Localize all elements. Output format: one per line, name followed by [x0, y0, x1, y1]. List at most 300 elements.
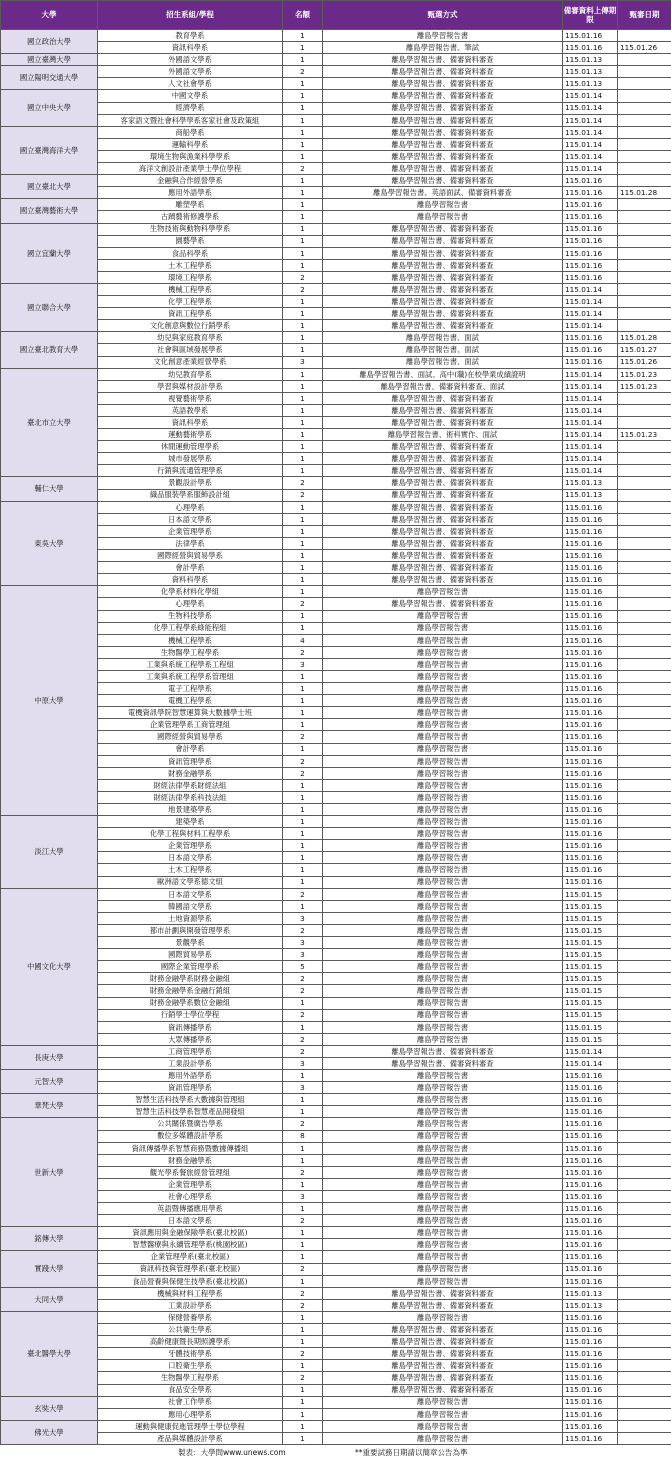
quota-cell: 1	[283, 1154, 323, 1166]
university-cell: 佛光大學	[1, 1420, 98, 1444]
program-cell: 外國語文學系	[98, 66, 283, 78]
upload-deadline-cell: 115.01.16	[563, 1251, 618, 1263]
quota-cell: 3	[283, 1057, 323, 1069]
review-date-cell	[618, 211, 671, 223]
review-date-cell: 115.01.28	[618, 187, 671, 199]
upload-deadline-cell: 115.01.13	[563, 489, 618, 501]
table-row	[1, 344, 671, 356]
program-cell: 機械與材料工程學系	[98, 1287, 283, 1299]
quota-cell: 1	[283, 864, 323, 876]
method-cell: 離島學習報告書	[323, 670, 563, 682]
quota-cell: 1	[283, 296, 323, 308]
review-date-cell	[618, 537, 671, 549]
review-date-cell	[618, 513, 671, 525]
quota-cell: 1	[283, 90, 323, 102]
program-cell: 資訊傳播學系	[98, 1021, 283, 1033]
table-row	[1, 1372, 671, 1384]
review-date-cell	[618, 1142, 671, 1154]
method-cell: 離島學習報告書	[323, 1009, 563, 1021]
table-row	[1, 1106, 671, 1118]
method-cell: 離島學習報告書、備審資料審查	[323, 537, 563, 549]
quota-cell: 1	[283, 223, 323, 235]
upload-deadline-cell: 115.01.16	[563, 840, 618, 852]
upload-deadline-cell: 115.01.16	[563, 537, 618, 549]
upload-deadline-cell: 115.01.16	[563, 1408, 618, 1420]
upload-deadline-cell: 115.01.16	[563, 562, 618, 574]
quota-cell: 1	[283, 429, 323, 441]
program-cell: 公共衛生學系	[98, 1324, 283, 1336]
program-cell: 數位多媒體設計學系	[98, 1130, 283, 1142]
table-row	[1, 1215, 671, 1227]
program-cell: 雕塑學系	[98, 199, 283, 211]
review-date-cell	[618, 743, 671, 755]
upload-deadline-cell: 115.01.14	[563, 283, 618, 295]
method-cell: 離島學習報告書	[323, 586, 563, 598]
program-cell: 文化創意與數位行銷學系	[98, 320, 283, 332]
quota-cell: 2	[283, 924, 323, 936]
university-cell: 國立臺灣海洋大學	[1, 126, 98, 174]
quota-cell: 1	[283, 332, 323, 344]
review-date-cell	[618, 404, 671, 416]
program-cell: 國際經營與貿易學系	[98, 550, 283, 562]
program-cell: 資訊科學系	[98, 42, 283, 54]
quota-cell: 1	[283, 392, 323, 404]
university-cell: 淡江大學	[1, 816, 98, 889]
program-cell: 工業設計學系	[98, 1299, 283, 1311]
upload-deadline-cell: 115.01.15	[563, 1033, 618, 1045]
method-cell: 離島學習報告書	[323, 731, 563, 743]
method-cell: 離島學習報告書	[323, 1215, 563, 1227]
program-cell: 保健營養學系	[98, 1311, 283, 1323]
quota-cell: 2	[283, 1299, 323, 1311]
method-cell: 離島學習報告書	[323, 683, 563, 695]
upload-deadline-cell: 115.01.14	[563, 417, 618, 429]
upload-deadline-cell: 115.01.16	[563, 187, 618, 199]
method-cell: 離島學習報告書、備審資料審查	[323, 102, 563, 114]
university-cell: 實踐大學	[1, 1251, 98, 1287]
table-row	[1, 465, 671, 477]
review-date-cell	[618, 1082, 671, 1094]
table-row	[1, 562, 671, 574]
quota-cell: 1	[283, 247, 323, 259]
method-cell: 離島學習報告書、備審資料審查	[323, 1384, 563, 1396]
table-row	[1, 888, 671, 900]
table-row	[1, 477, 671, 489]
review-date-cell	[618, 985, 671, 997]
upload-deadline-cell: 115.01.16	[563, 356, 618, 368]
review-date-cell	[618, 1130, 671, 1142]
method-cell: 離島學習報告書、英語面試、備審資料審查	[323, 187, 563, 199]
header-university: 大學	[1, 1, 98, 30]
review-date-cell	[618, 235, 671, 247]
university-cell: 國立臺灣大學	[1, 54, 98, 66]
table-row	[1, 1420, 671, 1432]
table-row	[1, 537, 671, 549]
table-row	[1, 441, 671, 453]
table-row	[1, 1275, 671, 1287]
method-cell: 離島學習報告書	[323, 30, 563, 42]
quota-cell: 1	[283, 126, 323, 138]
table-row	[1, 997, 671, 1009]
review-date-cell	[618, 1191, 671, 1203]
method-cell: 離島學習報告書	[323, 755, 563, 767]
review-date-cell: 115.01.26	[618, 356, 671, 368]
quota-cell: 1	[283, 1396, 323, 1408]
review-date-cell	[618, 259, 671, 271]
table-row	[1, 610, 671, 622]
table-row	[1, 1396, 671, 1408]
university-cell: 國立陽明交通大學	[1, 66, 98, 90]
upload-deadline-cell: 115.01.13	[563, 477, 618, 489]
program-cell: 財經法律學系科技法組	[98, 791, 283, 803]
method-cell: 離島學習報告書、備審資料審查	[323, 1360, 563, 1372]
review-date-cell	[618, 1045, 671, 1057]
quota-cell: 1	[283, 719, 323, 731]
quota-cell: 1	[283, 453, 323, 465]
program-cell: 財務金融學系金融行銷組	[98, 985, 283, 997]
method-cell: 離島學習報告書	[323, 1082, 563, 1094]
quota-cell: 8	[283, 1130, 323, 1142]
upload-deadline-cell: 115.01.16	[563, 670, 618, 682]
table-row	[1, 961, 671, 973]
program-cell: 觀光學系餐旅經營管理組	[98, 1166, 283, 1178]
upload-deadline-cell: 115.01.16	[563, 1396, 618, 1408]
review-date-cell	[618, 779, 671, 791]
table-row	[1, 1154, 671, 1166]
quota-cell: 1	[283, 876, 323, 888]
program-cell: 財務金融學系	[98, 767, 283, 779]
review-date-cell	[618, 150, 671, 162]
upload-deadline-cell: 115.01.15	[563, 924, 618, 936]
upload-deadline-cell: 115.01.15	[563, 961, 618, 973]
upload-deadline-cell: 115.01.14	[563, 380, 618, 392]
review-date-cell	[618, 755, 671, 767]
quota-cell: 1	[283, 828, 323, 840]
table-row	[1, 1130, 671, 1142]
table-row	[1, 1057, 671, 1069]
review-date-cell	[618, 924, 671, 936]
table-row	[1, 1021, 671, 1033]
table-row	[1, 658, 671, 670]
upload-deadline-cell: 115.01.16	[563, 1178, 618, 1190]
quota-cell: 1	[283, 441, 323, 453]
table-row	[1, 489, 671, 501]
method-cell: 離島學習報告書	[323, 1311, 563, 1323]
review-date-cell	[618, 1215, 671, 1227]
method-cell: 離島學習報告書	[323, 743, 563, 755]
upload-deadline-cell: 115.01.16	[563, 1227, 618, 1239]
method-cell: 離島學習報告書	[323, 1203, 563, 1215]
program-cell: 環境生物與漁業科學學系	[98, 150, 283, 162]
footer-source: 製表：大學問www.unews.com	[178, 1447, 286, 1458]
table-row	[1, 876, 671, 888]
review-date-cell: 115.01.23	[618, 380, 671, 392]
review-date-cell	[618, 804, 671, 816]
quota-cell: 1	[283, 235, 323, 247]
table-row	[1, 719, 671, 731]
table-row	[1, 1009, 671, 1021]
table-row	[1, 695, 671, 707]
review-date-cell	[618, 1372, 671, 1384]
method-cell: 離島學習報告書	[323, 767, 563, 779]
table-row	[1, 1251, 671, 1263]
method-cell: 離島學習報告書、備審資料審查	[323, 550, 563, 562]
table-row	[1, 525, 671, 537]
program-cell: 高齡健康暨長期照護學系	[98, 1336, 283, 1348]
program-cell: 中國文學系	[98, 90, 283, 102]
review-date-cell	[618, 1154, 671, 1166]
method-cell: 離島學習報告書、面試	[323, 356, 563, 368]
upload-deadline-cell: 115.01.14	[563, 138, 618, 150]
upload-deadline-cell: 115.01.16	[563, 804, 618, 816]
program-cell: 資訊管理學系	[98, 1082, 283, 1094]
university-cell: 輔仁大學	[1, 477, 98, 501]
method-cell: 離島學習報告書	[323, 211, 563, 223]
method-cell: 離島學習報告書	[323, 1142, 563, 1154]
program-cell: 工業設計學系	[98, 1057, 283, 1069]
method-cell: 離島學習報告書、備審資料審查	[323, 392, 563, 404]
table-row	[1, 1263, 671, 1275]
review-date-cell	[618, 1336, 671, 1348]
method-cell: 離島學習報告書、備審資料審查	[323, 1336, 563, 1348]
upload-deadline-cell: 115.01.15	[563, 973, 618, 985]
program-cell: 國際貿易學系	[98, 949, 283, 961]
table-row	[1, 356, 671, 368]
upload-deadline-cell: 115.01.14	[563, 453, 618, 465]
program-cell: 韓國語文學系	[98, 900, 283, 912]
upload-deadline-cell: 115.01.16	[563, 1239, 618, 1251]
program-cell: 資料科學系	[98, 574, 283, 586]
review-date-cell	[618, 163, 671, 175]
method-cell: 離島學習報告書、備審資料審查	[323, 417, 563, 429]
method-cell: 離島學習報告書、備審資料審查	[323, 489, 563, 501]
review-date-cell	[618, 54, 671, 66]
quota-cell: 3	[283, 356, 323, 368]
upload-deadline-cell: 115.01.16	[563, 779, 618, 791]
review-date-cell	[618, 1420, 671, 1432]
review-date-cell	[618, 477, 671, 489]
program-cell: 歐洲語文學系德文組	[98, 876, 283, 888]
quota-cell: 2	[283, 489, 323, 501]
quota-cell: 1	[283, 78, 323, 90]
program-cell: 景觀學系	[98, 937, 283, 949]
program-cell: 資訊科學系	[98, 417, 283, 429]
quota-cell: 2	[283, 888, 323, 900]
table-row	[1, 259, 671, 271]
review-date-cell	[618, 610, 671, 622]
table-row	[1, 1384, 671, 1396]
method-cell: 離島學習報告書	[323, 900, 563, 912]
university-cell: 世新大學	[1, 1118, 98, 1227]
program-cell: 財經法律學系財經法組	[98, 779, 283, 791]
review-date-cell	[618, 1239, 671, 1251]
method-cell: 離島學習報告書	[323, 828, 563, 840]
upload-deadline-cell: 115.01.15	[563, 888, 618, 900]
method-cell: 離島學習報告書、備審資料審查	[323, 175, 563, 187]
review-date-cell	[618, 489, 671, 501]
quota-cell: 3	[283, 949, 323, 961]
method-cell: 離島學習報告書	[323, 610, 563, 622]
review-date-cell	[618, 550, 671, 562]
method-cell: 離島學習報告書、備審資料審查	[323, 404, 563, 416]
method-cell: 離島學習報告書、備審資料審查	[323, 259, 563, 271]
quota-cell: 1	[283, 1408, 323, 1420]
program-cell: 織品服裝學系服飾設計組	[98, 489, 283, 501]
review-date-cell	[618, 175, 671, 187]
review-date-cell	[618, 707, 671, 719]
table-row	[1, 308, 671, 320]
upload-deadline-cell: 115.01.16	[563, 550, 618, 562]
quota-cell: 1	[283, 550, 323, 562]
method-cell: 離島學習報告書	[323, 1239, 563, 1251]
method-cell: 離島學習報告書、備審資料審查	[323, 126, 563, 138]
quota-cell: 2	[283, 1009, 323, 1021]
upload-deadline-cell: 115.01.14	[563, 163, 618, 175]
method-cell: 離島學習報告書	[323, 1191, 563, 1203]
upload-deadline-cell: 115.01.14	[563, 102, 618, 114]
program-cell: 金融與合作經營學系	[98, 175, 283, 187]
upload-deadline-cell: 115.01.16	[563, 598, 618, 610]
upload-deadline-cell: 115.01.15	[563, 900, 618, 912]
upload-deadline-cell: 115.01.16	[563, 1432, 618, 1444]
review-date-cell	[618, 223, 671, 235]
method-cell: 離島學習報告書	[323, 695, 563, 707]
upload-deadline-cell: 115.01.16	[563, 731, 618, 743]
program-cell: 工商管理學系	[98, 1045, 283, 1057]
table-row	[1, 66, 671, 78]
upload-deadline-cell: 115.01.14	[563, 1045, 618, 1057]
review-date-cell	[618, 1057, 671, 1069]
program-cell: 會計學系	[98, 743, 283, 755]
quota-cell: 1	[283, 1106, 323, 1118]
program-cell: 學習與媒材設計學系	[98, 380, 283, 392]
program-cell: 食品科學系	[98, 247, 283, 259]
table-row	[1, 513, 671, 525]
quota-cell: 1	[283, 1336, 323, 1348]
program-cell: 會計學系	[98, 562, 283, 574]
review-date-cell	[618, 767, 671, 779]
method-cell: 離島學習報告書、備審資料審查	[323, 54, 563, 66]
upload-deadline-cell: 115.01.16	[563, 622, 618, 634]
review-date-cell	[618, 646, 671, 658]
program-cell: 都市計劃與開發管理學系	[98, 924, 283, 936]
upload-deadline-cell: 115.01.16	[563, 707, 618, 719]
university-cell: 中原大學	[1, 586, 98, 816]
quota-cell: 2	[283, 985, 323, 997]
review-date-cell	[618, 1009, 671, 1021]
review-date-cell	[618, 695, 671, 707]
review-date-cell	[618, 465, 671, 477]
university-cell: 國立聯合大學	[1, 283, 98, 331]
program-cell: 經濟學系	[98, 102, 283, 114]
upload-deadline-cell: 115.01.14	[563, 296, 618, 308]
program-cell: 景觀設計學系	[98, 477, 283, 489]
method-cell: 離島學習報告書、備審資料審查	[323, 441, 563, 453]
upload-deadline-cell: 115.01.14	[563, 441, 618, 453]
program-cell: 生物技術與動物科學學系	[98, 223, 283, 235]
table-row	[1, 380, 671, 392]
review-date-cell	[618, 1106, 671, 1118]
program-cell: 國際企業管理學系	[98, 961, 283, 973]
review-date-cell	[618, 1299, 671, 1311]
quota-cell: 1	[283, 707, 323, 719]
method-cell: 離島學習報告書、備審資料審查	[323, 598, 563, 610]
program-cell: 幼兒教育學系	[98, 368, 283, 380]
program-cell: 行銷與流通管理學系	[98, 465, 283, 477]
method-cell: 離島學習報告書、備審資料審查	[323, 308, 563, 320]
upload-deadline-cell: 115.01.16	[563, 1275, 618, 1287]
university-cell: 國立宜蘭大學	[1, 223, 98, 283]
table-row	[1, 175, 671, 187]
upload-deadline-cell: 115.01.16	[563, 1215, 618, 1227]
method-cell: 離島學習報告書、備審資料審查	[323, 513, 563, 525]
university-cell: 國立臺北教育大學	[1, 332, 98, 368]
quota-cell: 2	[283, 1166, 323, 1178]
program-cell: 人文社會學系	[98, 78, 283, 90]
method-cell: 離島學習報告書、筆試	[323, 42, 563, 54]
method-cell: 離島學習報告書	[323, 937, 563, 949]
review-date-cell	[618, 791, 671, 803]
upload-deadline-cell: 115.01.16	[563, 683, 618, 695]
table-row	[1, 223, 671, 235]
method-cell: 離島學習報告書	[323, 997, 563, 1009]
method-cell: 離島學習報告書、備審資料審查	[323, 477, 563, 489]
table-row	[1, 102, 671, 114]
quota-cell: 1	[283, 501, 323, 513]
upload-deadline-cell: 115.01.13	[563, 1299, 618, 1311]
method-cell: 離島學習報告書	[323, 622, 563, 634]
table-row	[1, 150, 671, 162]
quota-cell: 1	[283, 404, 323, 416]
program-cell: 企業管理學系	[98, 1178, 283, 1190]
table-row	[1, 840, 671, 852]
method-cell: 離島學習報告書	[323, 1130, 563, 1142]
table-row	[1, 937, 671, 949]
table-row	[1, 949, 671, 961]
method-cell: 離島學習報告書、備審資料審查	[323, 574, 563, 586]
program-cell: 外國語文學系	[98, 54, 283, 66]
review-date-cell	[618, 876, 671, 888]
table-row	[1, 828, 671, 840]
quota-cell: 1	[283, 199, 323, 211]
program-cell: 運動與健康促進管理學士學位學程	[98, 1420, 283, 1432]
university-cell: 玄奘大學	[1, 1396, 98, 1420]
quota-cell: 1	[283, 1178, 323, 1190]
upload-deadline-cell: 115.01.16	[563, 852, 618, 864]
method-cell: 離島學習報告書	[323, 791, 563, 803]
header-review-date: 甄審日期	[618, 1, 671, 30]
program-cell: 應用心理學系	[98, 1408, 283, 1420]
upload-deadline-cell: 115.01.16	[563, 271, 618, 283]
program-cell: 食品安全學系	[98, 1384, 283, 1396]
upload-deadline-cell: 115.01.14	[563, 114, 618, 126]
program-cell: 英語暨傳播應用學系	[98, 1203, 283, 1215]
program-cell: 社會心理學系	[98, 1191, 283, 1203]
program-cell: 企業管理學系	[98, 525, 283, 537]
upload-deadline-cell: 115.01.14	[563, 465, 618, 477]
table-row	[1, 791, 671, 803]
table-row	[1, 767, 671, 779]
program-cell: 機械工程學系	[98, 283, 283, 295]
quota-cell: 1	[283, 1227, 323, 1239]
quota-cell: 1	[283, 1432, 323, 1444]
program-cell: 應用外語學系	[98, 187, 283, 199]
program-cell: 電機工程學系	[98, 695, 283, 707]
upload-deadline-cell: 115.01.16	[563, 1360, 618, 1372]
program-cell: 化學工程與材料工程學系	[98, 828, 283, 840]
review-date-cell	[618, 997, 671, 1009]
table-row	[1, 429, 671, 441]
